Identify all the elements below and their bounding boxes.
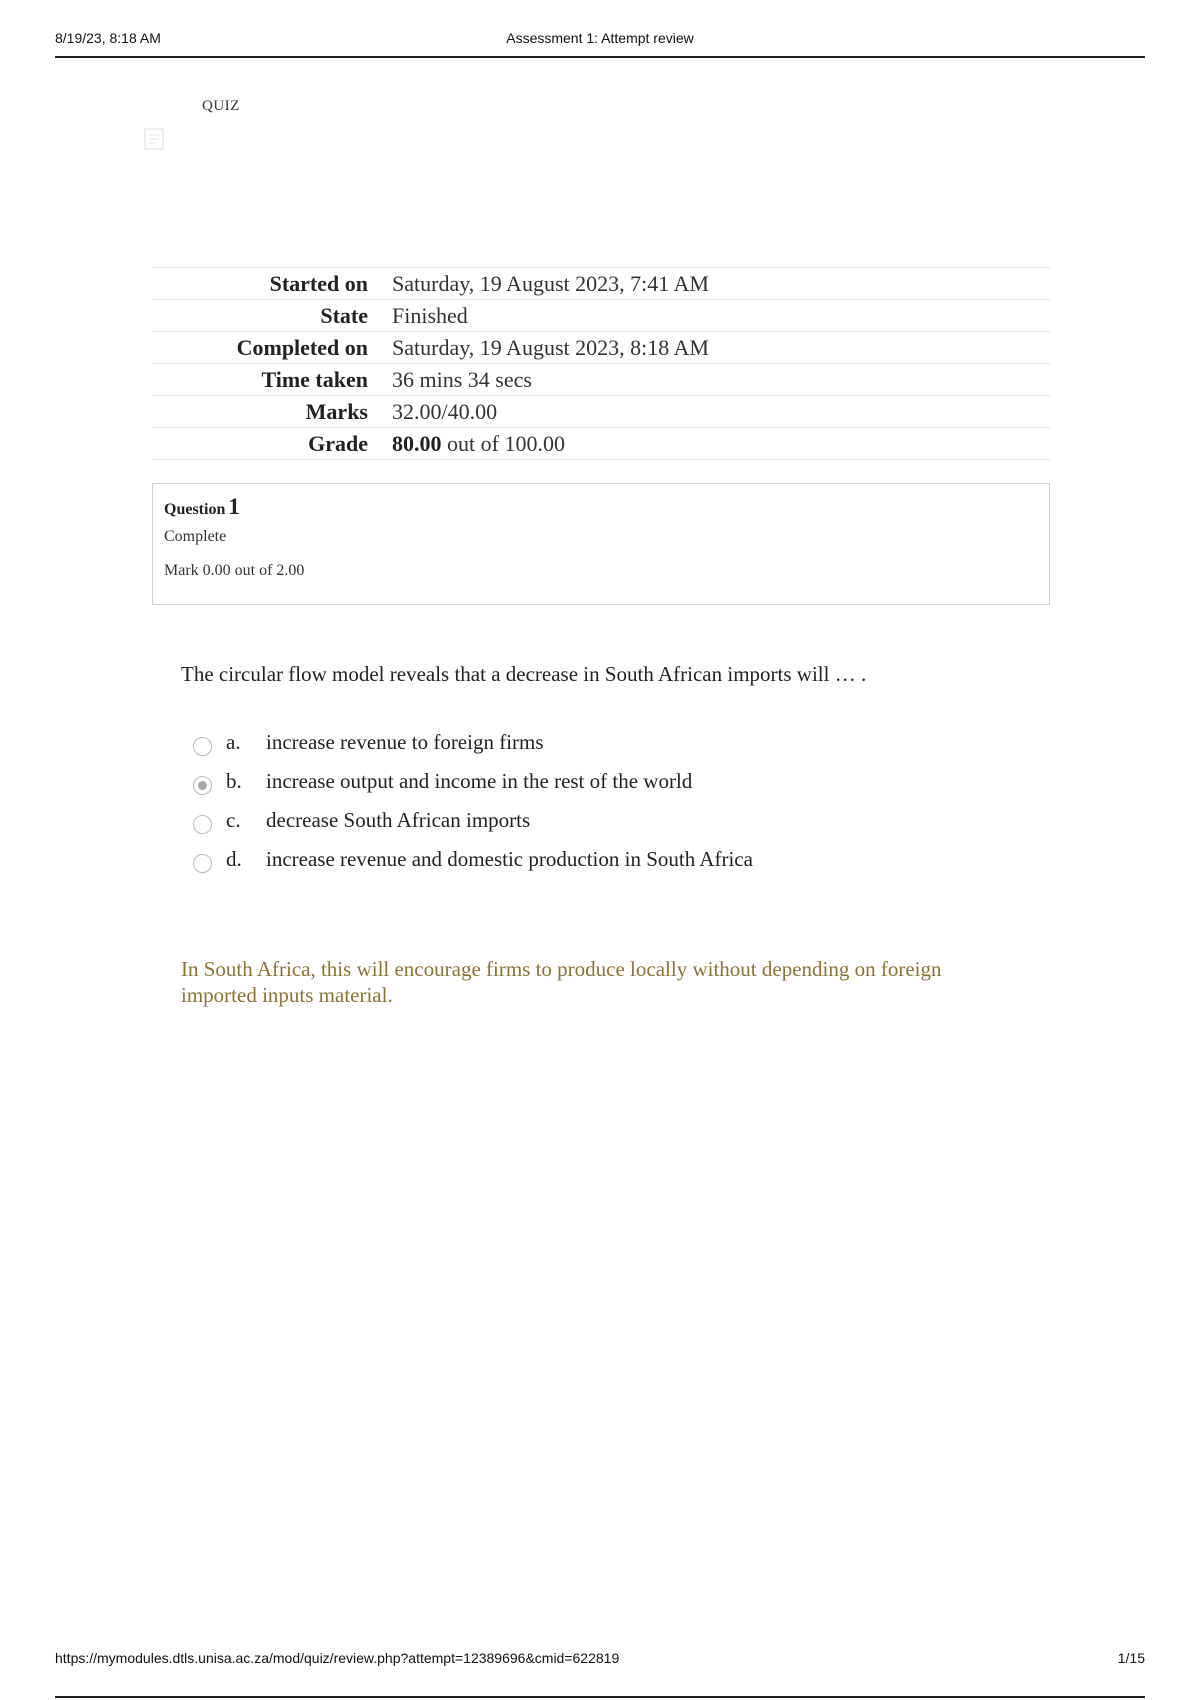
summary-row-time-taken — [152, 364, 1050, 396]
print-footer — [55, 1648, 1145, 1698]
grade-suffix: out of 100.00 — [447, 430, 565, 456]
radio-button[interactable] — [193, 737, 212, 756]
question-prefix: Question — [164, 501, 226, 518]
answer-text: increase revenue and domestic production in South Africa — [266, 847, 753, 871]
quiz-brand-label: QUIZ — [202, 98, 240, 114]
answer-option-c[interactable] — [192, 806, 992, 845]
summary-label: State — [320, 302, 368, 328]
summary-value: 36 mins 34 secs — [392, 366, 532, 392]
summary-value: Saturday, 19 August 2023, 8:18 AM — [392, 334, 709, 360]
question-text: The circular flow model reveals that a decrease in South African imports will … . — [181, 662, 867, 686]
question-state: Complete — [164, 528, 227, 545]
answer-letter: a. — [226, 730, 241, 754]
grade-score: 80.00 — [392, 430, 442, 456]
radio-button-selected[interactable] — [193, 776, 212, 795]
summary-value: Finished — [392, 302, 468, 328]
summary-row-started — [152, 268, 1050, 300]
question-mark: Mark 0.00 out of 2.00 — [164, 562, 305, 579]
answer-letter: d. — [226, 847, 242, 871]
summary-row-marks — [152, 396, 1050, 428]
summary-row-state — [152, 300, 1050, 332]
print-page-number: 1/15 — [1117, 1650, 1145, 1666]
attempt-summary-table — [152, 267, 1050, 460]
answer-option-d[interactable] — [192, 845, 992, 884]
answer-text: increase output and income in the rest of the world — [266, 769, 693, 793]
print-page-title: Assessment 1: Attempt review — [506, 30, 694, 46]
question-number-value: 1 — [228, 494, 240, 519]
answer-letter: b. — [226, 769, 242, 793]
summary-row-completed — [152, 332, 1050, 364]
print-datetime: 8/19/23, 8:18 AM — [55, 30, 161, 46]
question-info-box — [152, 483, 1050, 605]
answer-option-a[interactable] — [192, 728, 992, 767]
radio-button[interactable] — [193, 854, 212, 873]
answer-text: increase revenue to foreign firms — [266, 730, 544, 754]
grade-value — [392, 428, 1050, 460]
print-header — [55, 30, 1145, 58]
question-feedback: In South Africa, this will encourage firms to produce locally without depending on foreign imported inputs material. — [181, 957, 942, 1007]
summary-label: Marks — [305, 398, 368, 424]
radio-button[interactable] — [193, 815, 212, 834]
answer-text: decrease South African imports — [266, 808, 531, 832]
summary-label: Grade — [308, 430, 368, 456]
print-url: https://mymodules.dtls.unisa.ac.za/mod/quiz/review.php?attempt=12389696&cmid=622819 — [55, 1650, 620, 1666]
summary-value: 32.00/40.00 — [392, 398, 498, 424]
quiz-icon — [141, 126, 167, 152]
summary-label: Time taken — [261, 366, 368, 392]
summary-label: Started on — [269, 270, 368, 296]
question-number — [164, 494, 1038, 526]
answer-letter: c. — [226, 808, 241, 832]
summary-value: Saturday, 19 August 2023, 7:41 AM — [392, 270, 709, 296]
summary-row-grade — [152, 428, 1050, 460]
answer-options — [192, 728, 992, 884]
answer-option-b[interactable] — [192, 767, 992, 806]
summary-label: Completed on — [236, 334, 368, 360]
